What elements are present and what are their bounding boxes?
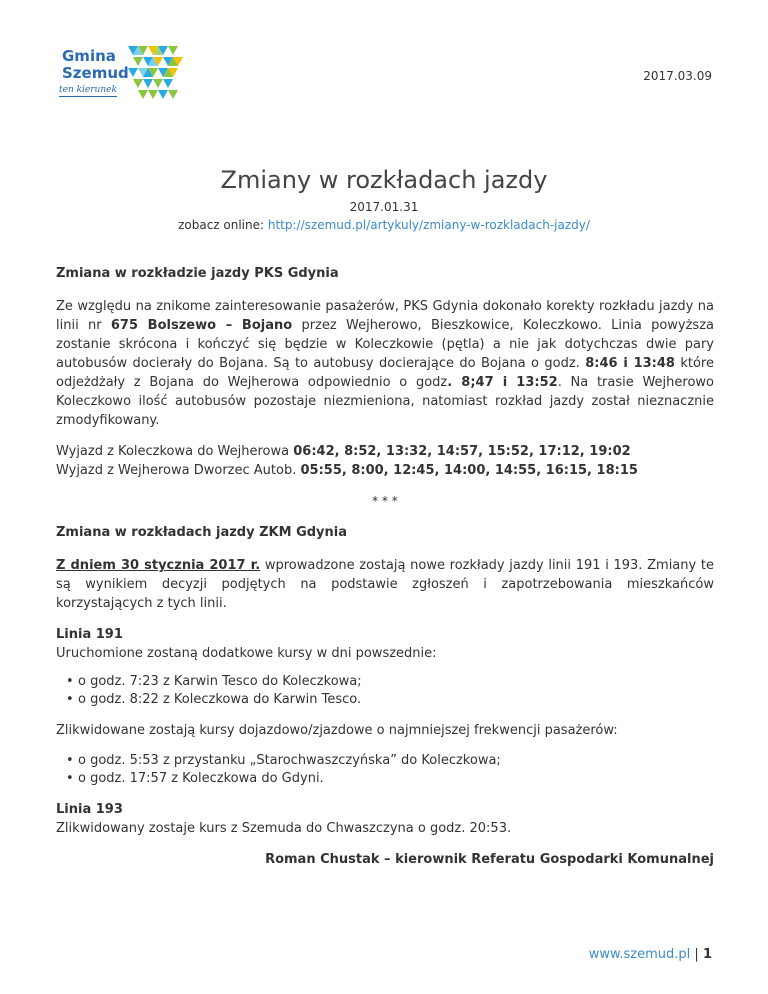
- online-label: zobacz online:: [178, 218, 268, 232]
- pks-text-b: przez Wejherowo, Bieszkowice, Koleczkowo. Linia powyższa zostanie skrócona i kończyć się będzie w Koleczkowie (pętla) a nie jak dotychczas dwie pary autobusów docierały do Bojana. Są to autobusy docierające do Bojana o godz.: [56, 318, 715, 371]
- route-line-2: [56, 461, 714, 480]
- online-url-link[interactable]: http://szemud.pl/artykuly/zmiany-w-rozkladach-jazdy/: [267, 218, 590, 232]
- logo-text-szemud: Szemud: [62, 64, 129, 82]
- logo-tagline: ten kierunek: [59, 85, 117, 95]
- pks-times2-bold: . 8;47 i 13:52: [447, 375, 558, 390]
- list-item: • o godz. 7:23 z Karwin Tesco do Koleczkowa;: [70, 673, 714, 691]
- line191-text: Uruchomione zostaną dodatkowe kursy w dni powszednie:: [56, 646, 437, 661]
- removed-courses-text: Zlikwidowane zostają kursy dojazdowo/zjazdowe o najmniejszej frekwencji pasażerów:: [56, 723, 618, 738]
- zkm-intro-text: wprowadzone zostają nowe rozkłady jazdy linii 191 i 193. Zmiany te są wynikiem decyzji podjętych na podstawie zgłoszeń i zapotrzebowania mieszkańców korzystających z tych linii.: [56, 558, 714, 611]
- list-item: • o godz. 17:57 z Koleczkowa do Gdyni.: [70, 770, 714, 788]
- footer-site-link[interactable]: www.szemud.pl: [588, 947, 691, 962]
- route1-times: 06:42, 8:52, 13:32, 14:57, 15:52, 17:12, 19:02: [293, 444, 631, 459]
- route-line-1: [56, 442, 714, 461]
- line191-list: [56, 673, 714, 709]
- logo-text-gmina: Gmina: [62, 47, 116, 65]
- article-date: 2017.01.31: [349, 200, 419, 214]
- route1-label: Wyjazd z Koleczkowa do Wejherowa: [56, 444, 294, 459]
- footer-separator: |: [690, 947, 703, 962]
- article-title: Zmiany w rozkładach jazdy: [220, 166, 548, 194]
- pks-times-bold: 8:46 i 13:48: [585, 356, 675, 371]
- line191-heading: Linia 191: [56, 627, 123, 642]
- logo-triangles-icon: [128, 46, 188, 100]
- footer: [589, 947, 712, 962]
- zkm-heading: Zmiana w rozkładach jazdy ZKM Gdynia: [56, 525, 348, 540]
- article-content: [56, 264, 714, 869]
- removed-courses-list: [56, 752, 714, 788]
- list-item: • o godz. 8:22 z Koleczkowa do Karwin Tesco.: [70, 691, 714, 709]
- signature: Roman Chustak – kierownik Referatu Gospodarki Komunalnej: [265, 852, 714, 867]
- separator-stars: * * *: [372, 494, 398, 508]
- header-date: 2017.03.09: [643, 69, 712, 83]
- zkm-intro-date: Z dniem 30 stycznia 2017 r.: [56, 558, 261, 573]
- pks-heading: Zmiana w rozkładzie jazdy PKS Gdynia: [56, 266, 339, 281]
- zkm-intro: [56, 556, 714, 613]
- gmina-szemud-logo: [56, 44, 190, 102]
- pks-paragraph: [56, 297, 714, 430]
- line193-text: Zlikwidowany zostaje kurs z Szemuda do Chwaszczyna o godz. 20:53.: [56, 821, 512, 836]
- pks-text-d: . Na trasie Wejherowo Koleczkowo ilość autobusów pozostaje niezmieniona, natomiast rozkład jazdy został nieznacznie zmodyfikowany.: [56, 375, 714, 428]
- line193-heading: Linia 193: [56, 802, 123, 817]
- pks-text-c: które odjeżdżały z Bojana do Wejherowa odpowiednio o godz: [56, 356, 714, 390]
- list-item: • o godz. 5:53 z przystanku „Starochwaszczyńska” do Koleczkowa;: [70, 752, 714, 770]
- online-link-line: [0, 218, 768, 232]
- pks-text-a: Ze względu na znikome zainteresowanie pasażerów, PKS Gdynia dokonało korekty rozkładu jazdy na linii nr: [56, 299, 714, 333]
- pks-route-bold: 675 Bolszewo – Bojano: [110, 318, 293, 333]
- route2-label: Wyjazd z Wejherowa Dworzec Autob.: [56, 463, 301, 478]
- page-number: 1: [702, 947, 712, 962]
- route2-times: 05:55, 8:00, 12:45, 14:00, 14:55, 16:15, 18:15: [300, 463, 638, 478]
